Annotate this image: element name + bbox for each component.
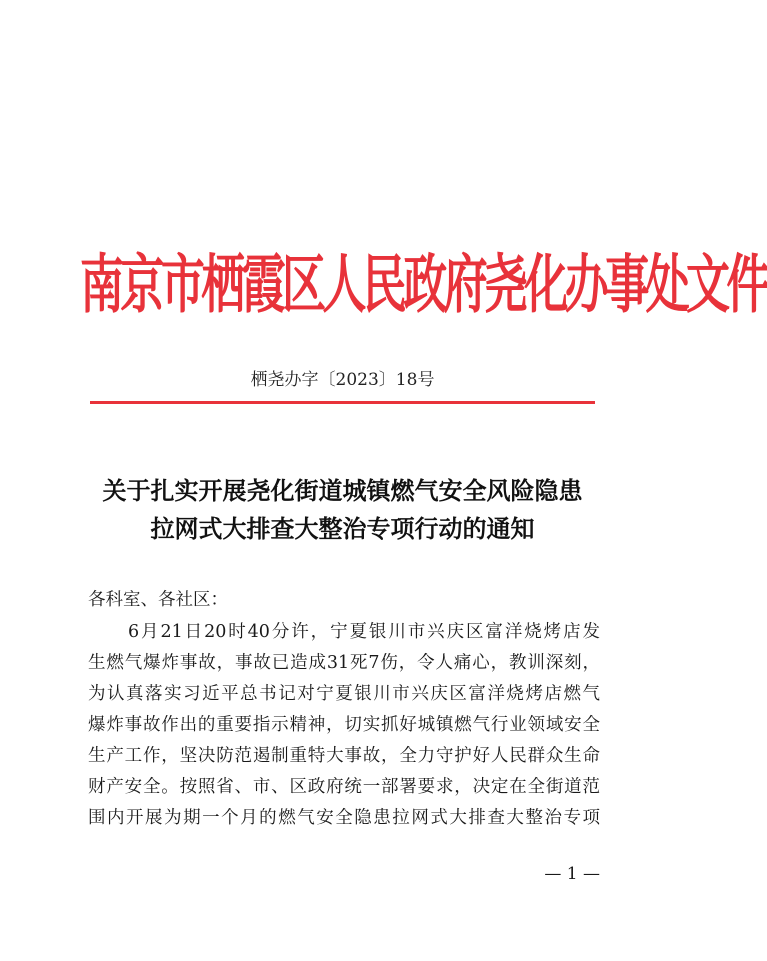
title-line-1: 关于扎实开展尧化街道城镇燃气安全风险隐患: [102, 476, 583, 505]
body-line: 生燃气爆炸事故，事故已造成31死7伤，令人痛心，教训深刻，: [88, 653, 600, 673]
salutation: 各科室、各社区：: [88, 590, 228, 610]
body-text: [88, 617, 600, 834]
red-divider-rule: [90, 401, 595, 404]
page-number: — 1 —: [544, 864, 600, 884]
document-number: 栖尧办字〔2023〕18号: [250, 370, 435, 390]
body-line: 为认真落实习近平总书记对宁夏银川市兴庆区富洋烧烤店燃气: [88, 684, 600, 704]
title-line-2: 拉网式大排查大整治专项行动的通知: [150, 514, 535, 543]
body-line: 生产工作，坚决防范遏制重特大事故，全力守护好人民群众生命: [88, 746, 600, 766]
body-line: 财产安全。按照省、市、区政府统一部署要求，决定在全街道范: [88, 777, 600, 797]
body-line: 6月21日20时40分许，宁夏银川市兴庆区富洋烧烤店发: [128, 622, 600, 642]
document-title: [80, 472, 605, 548]
issuer-header: 南京市栖霞区人民政府尧化办事处文件: [80, 248, 767, 323]
body-line: 爆炸事故作出的重要指示精神，切实抓好城镇燃气行业领域安全: [88, 715, 600, 735]
body-line: 围内开展为期一个月的燃气安全隐患拉网式大排查大整治专项: [88, 808, 600, 828]
